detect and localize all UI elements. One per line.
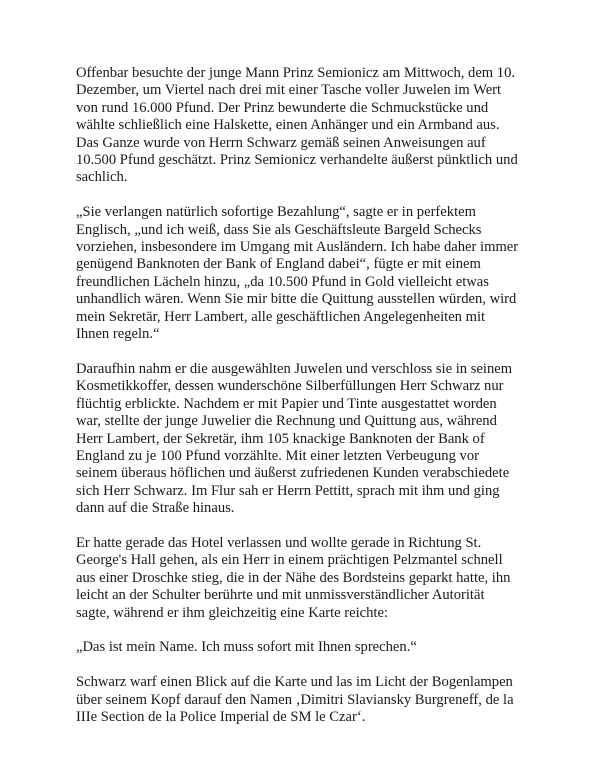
paragraph-5: „Das ist mein Name. Ich muss sofort mit Ihnen sprechen.“ bbox=[76, 639, 417, 656]
paragraph-4: Er hatte gerade das Hotel verlassen und wollte gerade in Richtung St. George's Hall gehen, als ein Herr in einem prächtigen Pelzmantel schnell aus einer Droschke stieg, die in der Nähe des Bordsteins geparkt hatte, ihn leicht an der Schulter berührte und mit unmissverständlicher Autorität sagte, während er ihm gleichzeitig eine Karte reichte: bbox=[76, 534, 511, 621]
paragraph-2: „Sie verlangen natürlich sofortige Bezahlung“, sagte er in perfektem Englisch, „und ich weiß, dass Sie als Geschäftsleute Bargeld Schecks vorziehen, insbesondere im Umgang mit Ausländern. Ich habe daher immer genügend Banknoten der Bank of England dabei“, fügte er mit einem freundlichen Lächeln hinzu, „da 10.500 Pfund in Gold vielleicht etwas unhandlich wären. Wenn Sie mir bitte die Quittung ausstellen würden, wird mein Sekretär, Herr Lambert, alle geschäftlichen Angelegenheiten mit Ihnen regeln.“ bbox=[76, 204, 519, 343]
paragraph-6: Schwarz warf einen Blick auf die Karte und las im Licht der Bogenlampen über seinem Kopf darauf den Namen ‚Dimitri Slaviansky Burgreneff, de la IIIe Section de la Police Imperial de SM le Czar‘. bbox=[76, 674, 514, 725]
paragraph-1: Offenbar besuchte der junge Mann Prinz Semionicz am Mittwoch, dem 10. Dezember, um Viertel nach drei mit einer Tasche voller Juwelen im Wert von rund 16.000 Pfund. Der Prinz bewunderte die Schmuckstücke und wählte schließlich eine Halskette, einen Anhänger und ein Armband aus. Das Ganze wurde von Herrn Schwarz gemäß seinen Anweisungen auf 10.500 Pfund geschätzt. Prinz Semionicz verhandelte äußerst pünktlich und sachlich. bbox=[76, 65, 518, 186]
document-body bbox=[76, 65, 558, 744]
paragraph-3: Daraufhin nahm er die ausgewählten Juwelen und verschloss sie in seinem Kosmetikkoffer, dessen wunderschöne Silberfüllungen Herr Schwarz nur flüchtig erblickte. Nachdem er mit Papier und Tinte ausgestattet worden war, stellte der junge Juwelier die Rechnung und Quittung aus, während Herr Lambert, der Sekretär, ihm 105 knackige Banknoten der Bank of England zu je 100 Pfund vorzählte. Mit einer letzten Verbeugung vor seinem überaus höflichen und äußerst zufriedenen Kunden verabschiedete sich Herr Schwarz. Im Flur sah er Herrn Pettitt, sprach mit ihm und ging dann auf die Straße hinaus. bbox=[76, 360, 513, 517]
